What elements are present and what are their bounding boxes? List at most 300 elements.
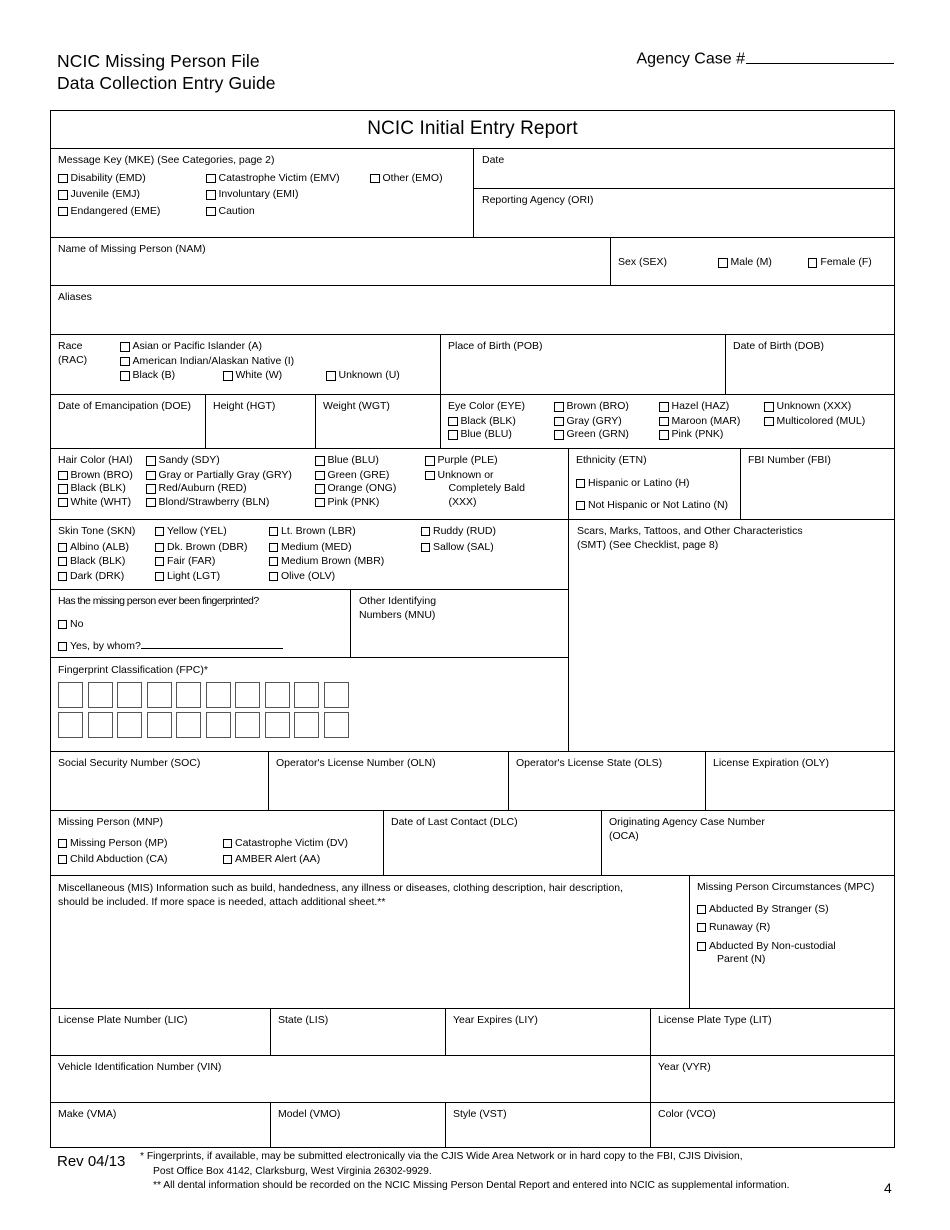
fpc-box[interactable] <box>176 712 201 738</box>
checkbox-icon[interactable] <box>421 527 430 536</box>
checkbox-icon[interactable] <box>58 572 67 581</box>
license-plate-year-expires-field[interactable] <box>446 1009 651 1055</box>
date-of-birth-field[interactable] <box>726 335 894 394</box>
vehicle-year-field[interactable] <box>651 1056 894 1102</box>
ethnicity-option-not-hispanic[interactable] <box>576 499 734 513</box>
eye-option-pink[interactable] <box>659 428 764 442</box>
vco-label: Color (VCO) <box>658 1108 716 1120</box>
checkbox-icon[interactable] <box>58 557 67 566</box>
checkbox-icon[interactable] <box>370 174 380 184</box>
race-option-label: Unknown (U) <box>338 369 400 381</box>
fpc-box[interactable] <box>88 712 113 738</box>
date-label: Date <box>482 154 505 166</box>
mpc-option-label: Abducted By Non-custodial <box>709 939 836 952</box>
fpc-box[interactable] <box>117 712 142 738</box>
hair-option-sandy[interactable] <box>146 454 315 468</box>
race-pob-dob-row <box>51 335 894 395</box>
skin-option-label: Medium Brown (MBR) <box>281 555 385 567</box>
vyr-label: Year (VYR) <box>658 1061 711 1073</box>
eye-option-hazel[interactable] <box>659 400 764 414</box>
mnp-option-label: Catastrophe Victim (DV) <box>235 836 349 849</box>
mnp-option-catastrophe-victim[interactable] <box>223 837 377 851</box>
vin-year-row <box>51 1056 894 1103</box>
race-option-asian[interactable] <box>120 340 434 354</box>
race-label-line2: (RAC) <box>58 353 88 366</box>
mpc-option-label: Parent (N) <box>717 953 766 965</box>
race-option-label: American Indian/Alaskan Native (I) <box>132 354 295 367</box>
reporting-agency-field[interactable] <box>474 189 894 237</box>
lic-label: License Plate Number (LIC) <box>58 1014 188 1026</box>
checkbox-icon[interactable] <box>764 417 774 427</box>
agency-case-number-field[interactable] <box>636 50 894 69</box>
place-of-birth-field[interactable] <box>441 335 726 394</box>
eye-option-label: Maroon (MAR) <box>671 414 741 427</box>
sex-cell <box>611 238 894 285</box>
race-option-label: Asian or Pacific Islander (A) <box>132 340 263 352</box>
mke-option-label: Involuntary (EMI) <box>218 188 299 200</box>
hair-option-label: Blue (BLU) <box>327 454 379 466</box>
hair-option-purple[interactable] <box>425 454 562 468</box>
checkbox-icon[interactable] <box>58 207 68 217</box>
checkbox-icon[interactable] <box>146 471 156 481</box>
operator-license-number-field[interactable] <box>269 752 509 810</box>
skin-option-ruddy[interactable] <box>421 525 562 539</box>
fpc-box[interactable] <box>206 682 231 708</box>
operator-license-state-field[interactable] <box>509 752 706 810</box>
vst-label: Style (VST) <box>453 1108 507 1120</box>
mke-option-label: Other (EMO) <box>382 171 443 184</box>
checkbox-icon[interactable] <box>448 430 458 440</box>
dlc-label: Date of Last Contact (DLC) <box>391 816 518 828</box>
fpc-box[interactable] <box>294 712 319 738</box>
license-plate-state-field[interactable] <box>271 1009 446 1055</box>
originating-agency-case-number-field[interactable] <box>602 811 894 875</box>
hair-option-label: (XXX) <box>448 495 477 508</box>
height-field[interactable] <box>206 395 316 448</box>
eye-option-unknown[interactable] <box>764 400 888 414</box>
eye-option-label: Gray (GRY) <box>566 414 622 427</box>
soc-label: Social Security Number (SOC) <box>58 757 201 769</box>
checkbox-icon[interactable] <box>425 456 435 466</box>
race-option-unknown[interactable] <box>326 369 400 383</box>
race-option-american-indian[interactable] <box>120 355 434 369</box>
mnp-option-label: Missing Person (MP) <box>70 836 168 849</box>
checkbox-icon[interactable] <box>223 855 232 864</box>
license-plate-number-field[interactable] <box>51 1009 271 1055</box>
license-plate-row <box>51 1009 894 1056</box>
checkbox-icon[interactable] <box>155 572 164 581</box>
hair-option-label: Green (GRE) <box>327 468 390 481</box>
skin-option-label: Medium (MED) <box>281 540 352 553</box>
checkbox-icon[interactable] <box>146 498 156 508</box>
fpc-box[interactable] <box>58 712 83 738</box>
hair-option-green[interactable] <box>315 469 425 483</box>
checkbox-icon[interactable] <box>58 471 68 481</box>
hair-option-label: White (WHT) <box>70 495 132 508</box>
checkbox-icon[interactable] <box>554 402 564 412</box>
skin-option-label: Yellow (YEL) <box>167 525 227 537</box>
mke-date-ori-row <box>51 149 894 238</box>
skin-label: Skin Tone (SKN) <box>58 525 136 537</box>
ethnicity-label: Ethnicity (ETN) <box>576 454 647 466</box>
mnp-option-missing-person[interactable] <box>58 837 223 851</box>
hair-option-red-auburn[interactable] <box>146 482 315 496</box>
ols-label: Operator's License State (OLS) <box>516 757 663 769</box>
name-sex-row <box>51 238 894 286</box>
checkbox-icon[interactable] <box>58 543 67 552</box>
oln-label: Operator's License Number (OLN) <box>276 757 436 769</box>
fpc-box[interactable] <box>176 682 201 708</box>
fpc-box[interactable] <box>235 712 260 738</box>
skin-option-label: Light (LGT) <box>167 569 221 582</box>
mpc-label: Missing Person Circumstances (MPC) <box>697 881 875 893</box>
race-cell <box>51 335 441 394</box>
footnotes <box>140 1150 920 1194</box>
soc-oln-ols-oly-row <box>51 752 894 811</box>
banner-row <box>51 111 894 149</box>
checkbox-icon[interactable] <box>206 207 216 217</box>
eye-option-label: Brown (BRO) <box>566 400 629 412</box>
mpc-option-label: Runaway (R) <box>709 921 771 933</box>
fpc-box-row <box>58 712 562 738</box>
skin-option-medium-brown[interactable] <box>269 555 421 569</box>
checkbox-icon[interactable] <box>315 471 325 481</box>
hair-option-label: Blond/Strawberry (BLN) <box>158 495 270 508</box>
mke-option-label: Endangered (EME) <box>70 204 161 217</box>
hair-option-label: Black (BLK) <box>70 482 126 494</box>
skin-option-label: Black (BLK) <box>70 555 126 567</box>
checkbox-icon[interactable] <box>58 620 67 629</box>
mke-option-emj[interactable] <box>58 188 206 202</box>
hair-option-gray[interactable] <box>146 469 315 483</box>
hair-option-unknown-bald[interactable] <box>425 469 562 510</box>
fpc-box[interactable] <box>324 682 349 708</box>
checkbox-icon[interactable] <box>58 174 68 184</box>
checkbox-icon[interactable] <box>58 484 68 494</box>
checkbox-icon[interactable] <box>58 839 67 848</box>
skin-option-dark[interactable] <box>58 570 155 584</box>
liy-label: Year Expires (LIY) <box>453 1014 538 1026</box>
checkbox-icon[interactable] <box>155 543 164 552</box>
ncic-initial-entry-report-table <box>50 110 895 1148</box>
mke-option-eme[interactable] <box>58 205 206 219</box>
skin-option-label: Fair (FAR) <box>167 555 216 567</box>
fbi-number-field[interactable] <box>741 449 894 519</box>
hair-option-black[interactable] <box>58 482 146 496</box>
mnp-option-child-abduction[interactable] <box>58 853 223 867</box>
skin-option-lt-brown[interactable] <box>269 525 421 539</box>
skin-option-fair[interactable] <box>155 555 269 569</box>
aliases-row <box>51 286 894 335</box>
checkbox-icon[interactable] <box>223 839 232 848</box>
checkbox-icon[interactable] <box>58 498 68 508</box>
checkbox-icon[interactable] <box>120 357 130 367</box>
social-security-number-field[interactable] <box>51 752 269 810</box>
sex-label: Sex (SEX) <box>618 256 668 269</box>
fpc-box[interactable] <box>117 682 142 708</box>
lis-label: State (LIS) <box>278 1014 329 1026</box>
eye-color-cell <box>441 395 894 448</box>
mnp-option-label: AMBER Alert (AA) <box>235 853 321 865</box>
mnp-option-amber-alert[interactable] <box>223 853 377 867</box>
mke-option-emo[interactable] <box>370 172 443 186</box>
fbi-label: FBI Number (FBI) <box>748 454 831 466</box>
make-model-style-color-row <box>51 1103 894 1147</box>
checkbox-icon[interactable] <box>659 402 669 412</box>
checkbox-icon[interactable] <box>146 484 156 494</box>
revision-label: Rev 04/13 <box>57 1153 126 1170</box>
date-of-last-contact-field[interactable] <box>384 811 602 875</box>
fpc-box[interactable] <box>88 682 113 708</box>
mis-label-line2: should be included. If more space is needed, attach additional sheet.** <box>58 896 386 908</box>
mke-option-label: Caution <box>218 204 255 217</box>
oly-label: License Expiration (OLY) <box>713 757 829 769</box>
race-option-label: White (W) <box>235 369 283 381</box>
checkbox-icon[interactable] <box>315 456 325 466</box>
skin-option-label: Olive (OLV) <box>281 569 336 582</box>
eye-option-blue[interactable] <box>448 428 554 442</box>
skin-option-label: Lt. Brown (LBR) <box>281 525 356 537</box>
hair-option-label: Completely Bald <box>448 482 525 494</box>
skin-option-label: Dk. Brown (DBR) <box>167 540 248 553</box>
checkbox-icon[interactable] <box>58 855 67 864</box>
checkbox-icon[interactable] <box>425 471 435 481</box>
vehicle-model-field[interactable] <box>271 1103 446 1147</box>
checkbox-icon[interactable] <box>155 557 164 566</box>
vehicle-style-field[interactable] <box>446 1103 651 1147</box>
eye-option-maroon[interactable] <box>659 415 764 429</box>
hair-option-label: Orange (ONG) <box>327 482 397 494</box>
eye-option-black[interactable] <box>448 415 554 429</box>
checkbox-icon[interactable] <box>146 456 156 466</box>
checkbox-icon[interactable] <box>659 430 669 440</box>
sex-option-female[interactable] <box>808 256 872 270</box>
vehicle-identification-number-field[interactable] <box>51 1056 651 1102</box>
skin-option-albino[interactable] <box>58 541 155 555</box>
fpc-box-row <box>58 682 562 708</box>
ethnicity-option-hispanic[interactable] <box>576 477 734 491</box>
fingerprinted-option-yes[interactable] <box>58 640 344 654</box>
eye-option-green[interactable] <box>554 428 659 442</box>
mis-label-line1: Miscellaneous (MIS) Information such as build, handedness, any illness or diseases, clothing description, hair description, <box>58 882 623 894</box>
mke-column-2 <box>206 172 370 222</box>
vin-label: Vehicle Identification Number (VIN) <box>58 1061 222 1073</box>
checkbox-icon[interactable] <box>155 527 164 536</box>
ethnicity-option-label: Hispanic or Latino (H) <box>588 476 690 489</box>
hair-option-label: Pink (PNK) <box>327 495 380 508</box>
date-of-emancipation-field[interactable] <box>51 395 206 448</box>
checkbox-icon[interactable] <box>554 430 564 440</box>
ethnicity-option-label: Not Hispanic or Not Latino (N) <box>588 499 729 511</box>
hair-option-pink[interactable] <box>315 496 425 510</box>
skin-option-label: Sallow (SAL) <box>433 540 494 553</box>
fpc-box-grid <box>58 682 562 739</box>
license-plate-type-field[interactable] <box>651 1009 894 1055</box>
hair-option-orange[interactable] <box>315 482 425 496</box>
miscellaneous-field[interactable] <box>51 876 690 1008</box>
skin-option-dk-brown[interactable] <box>155 541 269 555</box>
checkbox-icon[interactable] <box>576 501 585 510</box>
mpc-option-runaway[interactable] <box>697 921 888 935</box>
mnp-option-label: Child Abduction (CA) <box>70 853 168 865</box>
eye-option-label: Multicolored (MUL) <box>776 414 866 427</box>
mpc-option-abducted-noncustodial[interactable] <box>697 940 888 967</box>
fpc-box[interactable] <box>58 682 83 708</box>
agency-case-input-line[interactable] <box>746 50 894 64</box>
oca-label-line1: Originating Agency Case Number <box>609 816 765 828</box>
smt-label-line1: Scars, Marks, Tattoos, and Other Characteristics <box>577 525 803 537</box>
skin-option-label: Ruddy (RUD) <box>433 525 497 537</box>
sex-option-label: Female (F) <box>820 256 872 269</box>
footnote-2: ** All dental information should be recorded on the NCIC Missing Person Dental Report and entered into NCIC as supplemental information. <box>153 1180 790 1191</box>
vma-label: Make (VMA) <box>58 1108 117 1120</box>
checkbox-icon[interactable] <box>421 543 430 552</box>
race-option-black[interactable] <box>120 369 223 383</box>
aliases-field[interactable] <box>51 286 894 334</box>
fpc-label: Fingerprint Classification (FPC)* <box>58 664 208 676</box>
checkbox-icon[interactable] <box>448 417 458 427</box>
date-field[interactable] <box>474 149 894 189</box>
hair-option-label: Sandy (SDY) <box>158 454 220 466</box>
pob-label: Place of Birth (POB) <box>448 340 543 352</box>
fpc-box[interactable] <box>147 712 172 738</box>
checkbox-icon[interactable] <box>576 479 585 488</box>
skin-smt-fingerprint-row <box>51 520 894 752</box>
checkbox-icon[interactable] <box>223 371 233 381</box>
checkbox-icon[interactable] <box>120 342 130 352</box>
checkbox-icon[interactable] <box>808 258 818 268</box>
mnp-label: Missing Person (MNP) <box>58 816 164 828</box>
checkbox-icon[interactable] <box>326 371 336 381</box>
skin-option-olive[interactable] <box>269 570 421 584</box>
footnote-1-line1: * Fingerprints, if available, may be submitted electronically via the CJIS Wide Area Network or in hard copy to the FBI, CJIS Division, <box>140 1151 743 1162</box>
race-option-white[interactable] <box>223 369 326 383</box>
hair-option-label: Purple (PLE) <box>437 454 498 466</box>
vehicle-make-field[interactable] <box>51 1103 271 1147</box>
hair-option-brown[interactable] <box>58 469 146 483</box>
fingerprinted-by-whom-input-line[interactable] <box>141 640 283 649</box>
checkbox-icon[interactable] <box>269 572 278 581</box>
hair-ethnicity-fbi-row <box>51 449 894 520</box>
missing-person-circumstances-cell <box>690 876 894 1008</box>
license-expiration-field[interactable] <box>706 752 894 810</box>
name-field[interactable] <box>51 238 611 285</box>
vehicle-color-field[interactable] <box>651 1103 894 1147</box>
checkbox-icon[interactable] <box>120 371 130 381</box>
checkbox-icon[interactable] <box>206 174 216 184</box>
ori-label: Reporting Agency (ORI) <box>482 194 594 206</box>
skin-option-light[interactable] <box>155 570 269 584</box>
mke-column-3 <box>370 172 443 222</box>
checkbox-icon[interactable] <box>315 498 325 508</box>
fingerprinted-question: Has the missing person ever been fingerprinted? <box>58 595 259 607</box>
eye-option-label: Pink (PNK) <box>671 428 724 440</box>
agency-case-label: Agency Case # <box>636 50 745 68</box>
eye-option-label: Blue (BLU) <box>460 428 512 440</box>
checkbox-icon[interactable] <box>764 402 774 412</box>
other-identifying-numbers-field[interactable] <box>351 590 568 657</box>
hair-color-cell <box>51 449 569 519</box>
mke-option-caution[interactable] <box>206 205 370 219</box>
skin-option-sallow[interactable] <box>421 541 562 555</box>
mke-column-1 <box>58 172 206 222</box>
mke-option-emv[interactable] <box>206 172 370 186</box>
left-stack <box>51 520 569 751</box>
fpc-box[interactable] <box>235 682 260 708</box>
fingerprint-classification-cell <box>51 658 568 751</box>
form-title-line2: Data Collection Entry Guide <box>57 73 276 93</box>
doe-hgt-wgt-eye-row <box>51 395 894 449</box>
mke-option-emi[interactable] <box>206 188 370 202</box>
skin-tone-cell <box>51 520 568 590</box>
smt-field[interactable] <box>569 520 894 751</box>
eye-option-label: Unknown (XXX) <box>776 400 852 412</box>
dob-label: Date of Birth (DOB) <box>733 340 825 352</box>
hair-option-label: Gray or Partially Gray (GRY) <box>158 468 292 481</box>
hair-option-white[interactable] <box>58 496 146 510</box>
skin-option-medium[interactable] <box>269 541 421 555</box>
footnote-1-line2: Post Office Box 4142, Clarksburg, West Virginia 26302-9929. <box>153 1165 432 1177</box>
checkbox-icon[interactable] <box>315 484 325 494</box>
report-banner-title: NCIC Initial Entry Report <box>367 118 578 139</box>
checkbox-icon[interactable] <box>58 190 68 200</box>
name-label: Name of Missing Person (NAM) <box>58 243 206 255</box>
checkbox-icon[interactable] <box>554 417 564 427</box>
fingerprinted-mnu-row <box>51 590 568 658</box>
fpc-box[interactable] <box>147 682 172 708</box>
weight-field[interactable] <box>316 395 441 448</box>
fpc-box[interactable] <box>265 682 290 708</box>
mke-label: Message Key (MKE) (See Categories, page 2) <box>58 154 275 166</box>
fpc-box[interactable] <box>206 712 231 738</box>
fingerprinted-option-no[interactable] <box>58 618 344 632</box>
hair-option-blue[interactable] <box>315 454 425 468</box>
mke-option-emd[interactable] <box>58 172 206 186</box>
skin-option-black[interactable] <box>58 555 155 569</box>
mke-option-label: Disability (EMD) <box>70 171 146 184</box>
missing-person-cell <box>51 811 384 875</box>
lit-label: License Plate Type (LIT) <box>658 1014 772 1026</box>
sex-option-label: Male (M) <box>730 256 772 269</box>
eye-option-multicolored[interactable] <box>764 415 888 429</box>
fpc-box[interactable] <box>294 682 319 708</box>
eye-option-label: Green (GRN) <box>566 428 629 440</box>
checkbox-icon[interactable] <box>659 417 669 427</box>
mke-cell <box>51 149 474 237</box>
checkbox-icon[interactable] <box>58 642 67 651</box>
mnp-dlc-oca-row <box>51 811 894 876</box>
oca-label-line2: (OCA) <box>609 829 639 842</box>
checkbox-icon[interactable] <box>269 557 278 566</box>
checkbox-icon[interactable] <box>269 543 278 552</box>
mpc-option-abducted-stranger[interactable] <box>697 903 888 917</box>
checkbox-icon[interactable] <box>269 527 278 536</box>
fpc-box[interactable] <box>324 712 349 738</box>
eye-option-brown[interactable] <box>554 400 659 414</box>
checkbox-icon[interactable] <box>206 190 216 200</box>
eye-option-gray[interactable] <box>554 415 659 429</box>
skin-option-yellow[interactable] <box>155 525 269 539</box>
hair-label: Hair Color (HAI) <box>58 454 133 466</box>
fpc-box[interactable] <box>265 712 290 738</box>
hair-option-blond[interactable] <box>146 496 315 510</box>
sex-option-male[interactable] <box>718 256 772 270</box>
checkbox-icon[interactable] <box>697 923 706 932</box>
checkbox-icon[interactable] <box>697 905 706 914</box>
checkbox-icon[interactable] <box>697 942 706 951</box>
wgt-label: Weight (WGT) <box>323 400 390 412</box>
checkbox-icon[interactable] <box>718 258 728 268</box>
